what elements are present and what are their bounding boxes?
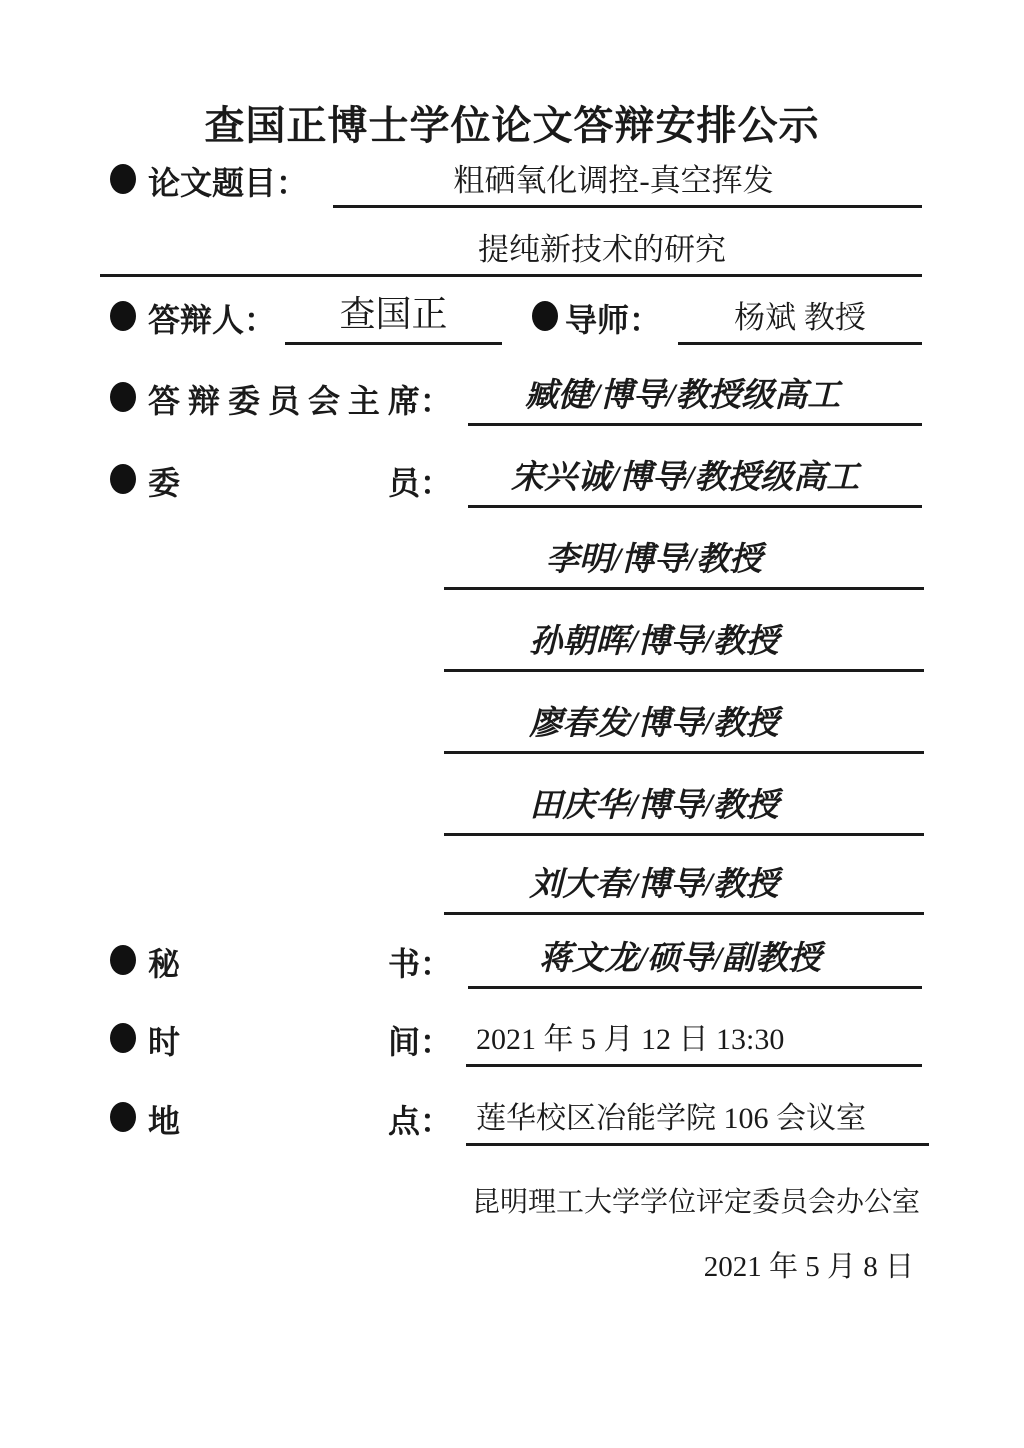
committee-member-row xyxy=(0,534,1024,590)
bullet-icon xyxy=(110,382,136,412)
location-row xyxy=(0,1090,1024,1146)
defender-name: 查国正 xyxy=(285,293,502,345)
committee-chair-name: 臧健/博导/教授级高工 xyxy=(468,377,922,426)
footer-issuer: 昆明理工大学学位评定委员会办公室 xyxy=(471,1187,920,1218)
bullet-icon xyxy=(110,1023,136,1053)
time-label: 时 间： xyxy=(148,1023,452,1060)
thesis-title-line1: 粗硒氧化调控-真空挥发 xyxy=(333,162,922,208)
thesis-title-row xyxy=(0,152,1024,208)
committee-member-name: 孙朝晖/博导/教授 xyxy=(444,623,924,672)
location-value: 莲华校区冶能学院 106 会议室 xyxy=(466,1101,929,1146)
secretary-name: 蒋文龙/硕导/副教授 xyxy=(468,940,922,989)
time-value: 2021 年 5 月 12 日 13:30 xyxy=(466,1022,922,1067)
bullet-icon xyxy=(110,464,136,494)
committee-member-row xyxy=(0,780,1024,836)
committee-member-name: 廖春发/博导/教授 xyxy=(444,705,924,754)
secretary-row xyxy=(0,933,1024,989)
committee-members-label: 委 员： xyxy=(148,464,452,501)
committee-member-row xyxy=(0,452,1024,508)
defender-supervisor-row xyxy=(0,289,1024,345)
committee-member-row xyxy=(0,616,1024,672)
page-title: 查国正博士学位论文答辩安排公示 xyxy=(204,104,820,148)
committee-member-name: 李明/博导/教授 xyxy=(444,541,924,590)
secretary-label: 秘 书： xyxy=(148,945,452,982)
committee-chair-label: 答 辩 委 员 会 主 席： xyxy=(148,382,452,419)
bullet-icon xyxy=(110,164,136,194)
thesis-title-row-2 xyxy=(0,221,1024,277)
committee-member-name: 田庆华/博导/教授 xyxy=(444,787,924,836)
committee-chair-row xyxy=(0,370,1024,426)
committee-member-name: 刘大春/博导/教授 xyxy=(444,866,924,915)
committee-member-row xyxy=(0,859,1024,915)
supervisor-label: 导师： xyxy=(565,301,662,338)
bullet-icon xyxy=(110,945,136,975)
bullet-icon xyxy=(532,301,558,331)
bullet-icon xyxy=(110,301,136,331)
location-label: 地 点： xyxy=(148,1102,452,1139)
footer-date: 2021 年 5 月 8 日 xyxy=(703,1251,914,1283)
time-row xyxy=(0,1011,1024,1067)
committee-member-row xyxy=(0,698,1024,754)
defender-label: 答辩人： xyxy=(148,301,277,338)
thesis-title-label: 论文题目： xyxy=(148,164,309,201)
thesis-title-line2: 提纯新技术的研究 xyxy=(100,231,922,277)
supervisor-name: 杨斌 教授 xyxy=(678,299,922,345)
bullet-icon xyxy=(110,1102,136,1132)
committee-member-name: 宋兴诚/博导/教授级高工 xyxy=(468,459,922,508)
